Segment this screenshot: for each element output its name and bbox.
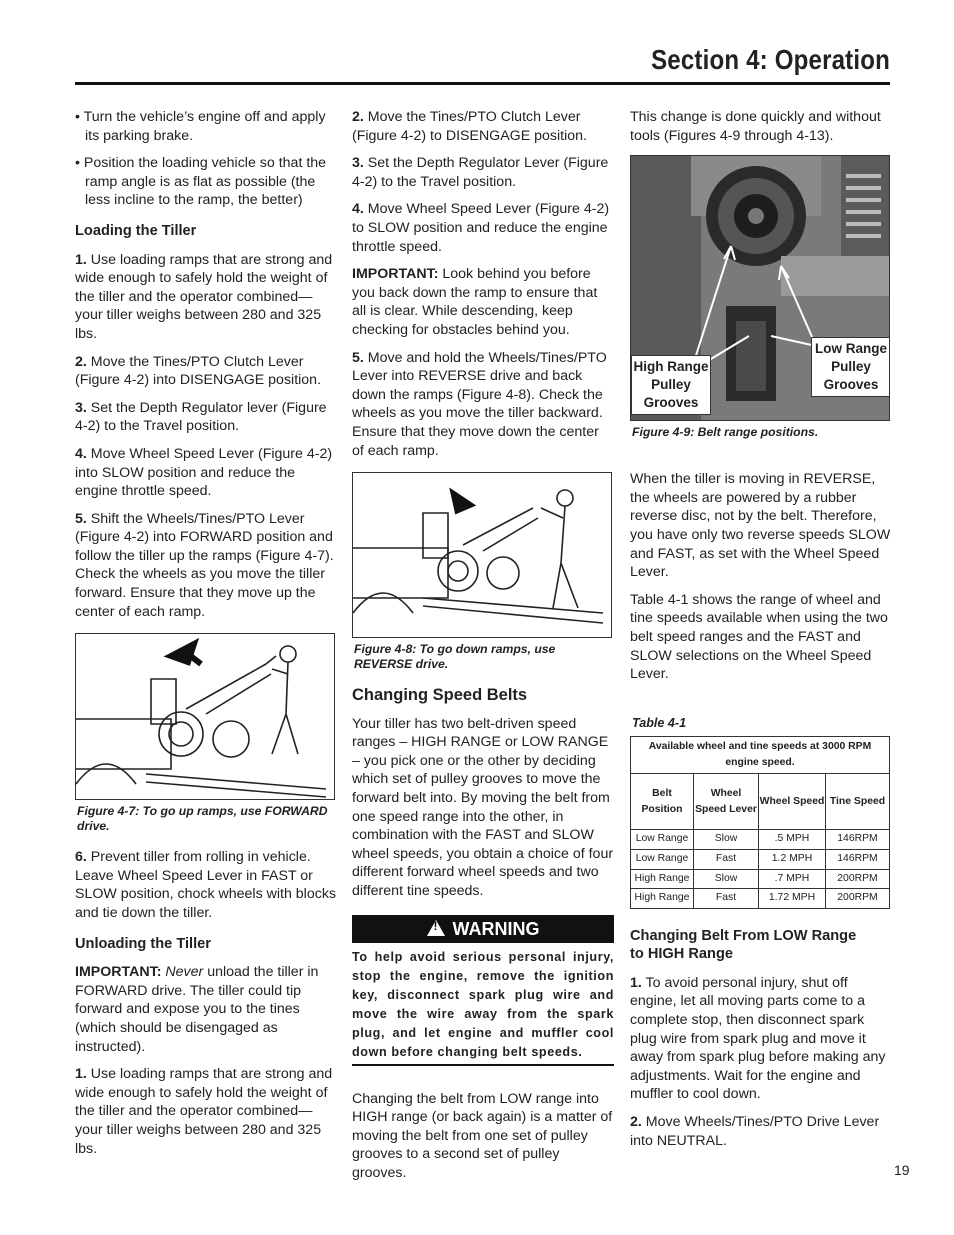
unloading-step: 5. Move and hold the Wheels/Tines/PTO Lever into REVERSE drive and back down the ramps (Figure 4-8). Check the wheels as you move the tiller backward. Ensure that they move down the center of each ramp. [352,349,607,459]
warning-text: To help avoid serious personal injury, stop the engine, remove the ignition key, disconnect spark plug wire and move the wire away from the spark plug, and let engine and muffler cool down before changing belt speeds. [352,948,614,1066]
loading-step: 3. Set the Depth Regulator lever (Figure 4-2) to the Travel position. [75,399,327,435]
column-2 [352,108,614,1192]
bullet-item: • Position the loading vehicle so that the ramp angle is as flat as possible (the less incline to the ramp, the better) [75,155,327,209]
tiller-down-ramp-illustration [353,473,611,637]
change-paragraph: Changing the belt from LOW range into HIGH range (or back again) is a matter of moving the belt from one set of pulley grooves to a second set of pulley grooves. [352,1090,613,1181]
unloading-step: 3. Set the Depth Regulator Lever (Figure 4-2) to the Travel position. [352,155,609,190]
belts-heading: Changing Speed Belts [352,686,528,705]
step-6: 6. Prevent tiller from rolling in vehicle. Leave Wheel Speed Lever in FAST or SLOW position, chock wheels with blocks and tie down the tiller. [75,849,337,922]
column-3 [630,108,892,1159]
page-number: 19 [894,1162,910,1178]
header-rule [75,82,890,85]
figure-4-8-caption: Figure 4-8: To go down ramps, use REVERSE drive. [354,642,556,672]
table-row: Low Range Slow .5 MPH 146RPM [631,830,890,850]
table-row: Low Range Fast 1.2 MPH 146RPM [631,849,890,869]
unloading-step: 1. Use loading ramps that are strong and wide enough to safely hold the weight of the tiller and the operator combined—your tiller weighs between 280 and 325 lbs. [75,1066,333,1157]
column-1 [75,108,337,1167]
figure-4-7-image [75,633,335,800]
tiller-up-ramp-illustration [76,634,334,799]
table-header: Tine Speed [826,774,890,830]
loading-step: 5. Shift the Wheels/Tines/PTO Lever (Figure 4-2) into FORWARD position and follow the tiller up the ramps (Figure 4-7). Check the wheels as you move the tiller forward. Ensure that they move up the center of each ramp. [75,510,334,620]
table-header: Wheel Speed [759,774,826,830]
bullet-item: • Turn the vehicle’s engine off and apply its parking brake. [75,109,326,144]
warning-title: WARNING [452,918,540,939]
arrow-up-icon [171,644,201,664]
label-low-range: Low Range Pulley Grooves [811,337,890,397]
table-row: High Range Fast 1.72 MPH 200RPM [631,889,890,909]
unloading-heading: Unloading the Tiller [75,935,211,952]
unloading-important: IMPORTANT: Never unload the tiller in FORWARD drive. The tiller could tip forward and expose you to the tines (which should be disengaged as instructed). [75,964,319,1055]
figure-4-8-image [352,472,612,638]
important-note: IMPORTANT: Look behind you before you back down the ramp to ensure that all is clear. While descending, keep checking for obstacles behind you. [352,266,598,338]
reverse-paragraph: When the tiller is moving in REVERSE, the wheels are powered by a rubber reverse disc, not by the belt. Therefore, you have only two reverse speeds SLOW and FAST, as set with the Wheel Speed Lever. [630,471,891,581]
loading-step: 1. Use loading ramps that are strong and wide enough to safely hold the weight of the tiller and the operator combined—your tiller weighs between 280 and 325 lbs. [75,251,333,342]
arrow-down-icon [453,493,471,511]
figure-4-9-caption: Figure 4-9: Belt range positions. [632,425,819,440]
table-header: Wheel Speed Lever [694,774,759,830]
loading-heading: Loading the Tiller [75,222,197,239]
speed-table [630,736,890,908]
intro-paragraph: This change is done quickly and without tools (Figures 4-9 through 4-13). [630,109,881,144]
change-step: 1. To avoid personal injury, shut off engine, let all moving parts come to a complete stop, then disconnect spark plug wire from spark plug and move it away from spark plug before making any adjustments. Wait for the engine and muffler to cool down. [630,974,886,1103]
table-title: Available wheel and tine speeds at 3000 RPM engine speed. [631,737,890,774]
table-caption: Table 4-1 [632,715,687,730]
table-row: High Range Slow .7 MPH 200RPM [631,869,890,889]
change-belt-heading: Changing Belt From LOW Range to HIGH Range [630,927,857,963]
unloading-step: 2. Move the Tines/PTO Clutch Lever (Figure 4-2) to DISENGAGE position. [352,109,587,144]
loading-step: 4. Move Wheel Speed Lever (Figure 4-2) into SLOW position and reduce the engine throttle speed. [75,445,333,500]
table-intro-paragraph: Table 4-1 shows the range of wheel and tine speeds available when using the two belt speed ranges and the FAST and SLOW selections on the Wheel Speed Lever. [630,591,888,683]
belts-paragraph: Your tiller has two belt-driven speed ranges – HIGH RANGE or LOW RANGE – you pick one or the other by deciding which set of pulley grooves to move the forward belt into. By moving the belt from one speed range into the other, in combination with the FAST and SLOW wheel speeds, you obtain a choice of four different forward wheel speeds and two different tine speeds. [352,715,614,900]
section-title: Section 4: Operation [651,44,890,75]
table-header: Belt Position [631,774,694,830]
unloading-step: 4. Move Wheel Speed Lever (Figure 4-2) to SLOW position and reduce the engine throttle speed. [352,201,610,255]
label-high-range: High Range Pulley Grooves [631,355,711,415]
warning-banner [352,915,614,943]
change-step: 2. Move Wheels/Tines/PTO Drive Lever into NEUTRAL. [630,1114,880,1149]
figure-4-7-caption: Figure 4-7: To go up ramps, use FORWARD drive. [77,804,328,834]
warning-triangle-icon: ! [427,916,445,932]
figure-4-9-image [630,155,890,421]
loading-step: 2. Move the Tines/PTO Clutch Lever (Figure 4-2) into DISENGAGE position. [75,353,322,389]
